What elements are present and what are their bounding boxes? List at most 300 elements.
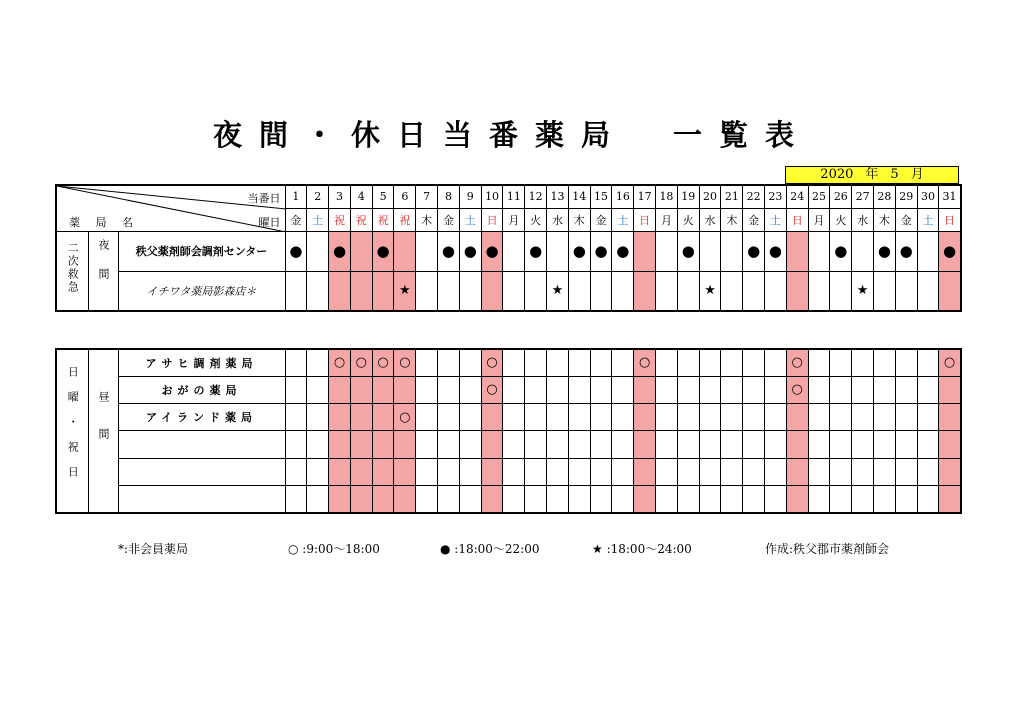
duty-cell xyxy=(830,431,852,458)
duty-cell xyxy=(350,458,372,485)
month-unit: 月 xyxy=(910,167,924,182)
duty-cell xyxy=(830,271,852,311)
duty-cell xyxy=(307,485,329,512)
duty-cell xyxy=(808,485,830,512)
holiday-group-text: 日曜・祝日 xyxy=(66,365,80,491)
day-number-cell: 4 xyxy=(350,185,372,208)
weekday-cell: 土 xyxy=(459,208,481,231)
weekday-cell: 祝 xyxy=(394,208,416,231)
duty-cell xyxy=(612,349,634,376)
duty-cell xyxy=(525,271,547,311)
weekday-cell: 金 xyxy=(743,208,765,231)
pharmacy-name: アイランド薬局 xyxy=(118,404,285,431)
duty-cell xyxy=(285,485,307,512)
weekday-cell: 日 xyxy=(939,208,961,231)
day-number-cell: 21 xyxy=(721,185,743,208)
duty-cell xyxy=(547,231,569,271)
duty-cell xyxy=(634,431,656,458)
night-group-text: 二次救急 xyxy=(66,242,80,295)
day-number-cell: 22 xyxy=(743,185,765,208)
weekday-cell: 祝 xyxy=(372,208,394,231)
duty-cell xyxy=(656,349,678,376)
duty-cell xyxy=(634,458,656,485)
duty-cell xyxy=(612,404,634,431)
duty-cell xyxy=(612,485,634,512)
weekday-cell: 木 xyxy=(721,208,743,231)
duty-cell: ● xyxy=(438,231,460,271)
duty-cell xyxy=(786,271,808,311)
duty-cell xyxy=(307,431,329,458)
duty-cell xyxy=(917,431,939,458)
day-number-cell: 7 xyxy=(416,185,438,208)
pharmacy-name xyxy=(118,485,285,512)
pharmacy-name-label: 薬 局 名 xyxy=(69,216,139,229)
day-number-cell: 8 xyxy=(438,185,460,208)
duty-cell xyxy=(677,485,699,512)
duty-cell xyxy=(590,349,612,376)
weekday-cell: 金 xyxy=(590,208,612,231)
duty-cell xyxy=(743,376,765,403)
day-number-cell: 25 xyxy=(808,185,830,208)
duty-cell xyxy=(808,271,830,311)
day-number-cell: 24 xyxy=(786,185,808,208)
duty-cell xyxy=(372,404,394,431)
duty-cell xyxy=(590,376,612,403)
duty-cell xyxy=(765,431,787,458)
duty-cell xyxy=(568,271,590,311)
duty-cell xyxy=(459,349,481,376)
duty-cell: ● xyxy=(481,231,503,271)
duty-cell xyxy=(547,458,569,485)
weekday-cell: 土 xyxy=(612,208,634,231)
duty-cell xyxy=(917,404,939,431)
duty-cell: ○ xyxy=(350,349,372,376)
duty-cell: ● xyxy=(285,231,307,271)
duty-cell xyxy=(743,485,765,512)
duty-cell xyxy=(568,431,590,458)
year-value: 2020 xyxy=(820,167,854,182)
duty-cell xyxy=(459,271,481,311)
duty-cell: ○ xyxy=(939,349,961,376)
duty-cell: ○ xyxy=(634,349,656,376)
duty-cell xyxy=(307,376,329,403)
duty-cell xyxy=(808,431,830,458)
duty-cell xyxy=(438,404,460,431)
day-number-cell: 29 xyxy=(895,185,917,208)
duty-cell xyxy=(590,458,612,485)
day-number-cell: 19 xyxy=(677,185,699,208)
duty-cell xyxy=(699,376,721,403)
day-number-cell: 6 xyxy=(394,185,416,208)
weekday-cell: 月 xyxy=(808,208,830,231)
duty-cell: ○ xyxy=(394,404,416,431)
duty-cell xyxy=(350,231,372,271)
duty-day-label: 当番日 xyxy=(247,192,281,205)
duty-cell xyxy=(503,376,525,403)
duty-cell xyxy=(765,485,787,512)
duty-cell xyxy=(416,271,438,311)
duty-cell xyxy=(939,458,961,485)
duty-cell xyxy=(895,431,917,458)
day-number-cell: 20 xyxy=(699,185,721,208)
day-number-cell: 10 xyxy=(481,185,503,208)
page-title: 夜間・休日当番薬局 一覧表 xyxy=(212,118,811,152)
duty-cell xyxy=(743,431,765,458)
duty-cell xyxy=(656,458,678,485)
day-number-cell: 31 xyxy=(939,185,961,208)
duty-cell: ○ xyxy=(372,349,394,376)
duty-cell xyxy=(721,349,743,376)
duty-cell xyxy=(786,485,808,512)
day-number-cell: 3 xyxy=(329,185,351,208)
duty-cell xyxy=(590,271,612,311)
duty-cell: ● xyxy=(677,231,699,271)
night-duty-table xyxy=(55,184,962,312)
duty-cell: ○ xyxy=(394,349,416,376)
duty-cell xyxy=(590,431,612,458)
duty-cell xyxy=(503,404,525,431)
duty-cell: ○ xyxy=(786,376,808,403)
duty-cell xyxy=(481,404,503,431)
duty-cell xyxy=(852,349,874,376)
duty-cell xyxy=(438,431,460,458)
weekday-cell: 土 xyxy=(765,208,787,231)
duty-cell xyxy=(830,404,852,431)
duty-cell xyxy=(895,458,917,485)
duty-cell xyxy=(307,458,329,485)
duty-cell xyxy=(329,431,351,458)
duty-cell xyxy=(939,376,961,403)
duty-cell xyxy=(939,485,961,512)
duty-cell: ★ xyxy=(699,271,721,311)
duty-cell xyxy=(786,404,808,431)
weekday-cell: 水 xyxy=(699,208,721,231)
night-period-label xyxy=(88,231,118,311)
duty-cell xyxy=(808,458,830,485)
duty-cell xyxy=(481,431,503,458)
pharmacy-name: アサヒ調剤薬局 xyxy=(118,349,285,376)
duty-cell xyxy=(547,485,569,512)
weekday-cell: 土 xyxy=(307,208,329,231)
day-number-cell: 13 xyxy=(547,185,569,208)
duty-cell xyxy=(699,431,721,458)
day-number-cell: 15 xyxy=(590,185,612,208)
duty-cell xyxy=(525,458,547,485)
duty-cell xyxy=(852,404,874,431)
duty-cell: ● xyxy=(830,231,852,271)
duty-cell xyxy=(656,231,678,271)
legend-author: 作成:秩父郡市薬剤師会 xyxy=(765,542,890,556)
duty-cell xyxy=(743,349,765,376)
duty-cell xyxy=(285,376,307,403)
duty-cell xyxy=(372,485,394,512)
duty-cell xyxy=(917,485,939,512)
pharmacy-name: イチワタ薬局影森店＊ xyxy=(118,271,285,311)
weekday-cell: 火 xyxy=(830,208,852,231)
legend-star: ★ :18:00～24:00 xyxy=(592,542,692,556)
duty-cell: ● xyxy=(525,231,547,271)
duty-cell xyxy=(765,376,787,403)
duty-cell xyxy=(329,376,351,403)
holiday-duty-table xyxy=(55,348,962,514)
duty-cell xyxy=(656,271,678,311)
duty-cell xyxy=(743,458,765,485)
duty-cell xyxy=(438,271,460,311)
duty-cell xyxy=(394,376,416,403)
weekday-cell: 日 xyxy=(786,208,808,231)
duty-cell xyxy=(656,404,678,431)
day-number-cell: 2 xyxy=(307,185,329,208)
weekday-cell: 水 xyxy=(852,208,874,231)
day-number-cell: 23 xyxy=(765,185,787,208)
duty-cell xyxy=(329,458,351,485)
duty-cell xyxy=(721,485,743,512)
duty-cell xyxy=(459,431,481,458)
duty-cell xyxy=(852,485,874,512)
duty-cell xyxy=(634,376,656,403)
duty-cell xyxy=(307,349,329,376)
duty-cell xyxy=(699,485,721,512)
duty-cell: ★ xyxy=(547,271,569,311)
duty-cell xyxy=(895,349,917,376)
duty-cell xyxy=(765,458,787,485)
weekday-cell: 火 xyxy=(525,208,547,231)
duty-cell: ● xyxy=(590,231,612,271)
duty-cell xyxy=(721,231,743,271)
duty-cell: ● xyxy=(459,231,481,271)
duty-cell xyxy=(895,376,917,403)
duty-cell xyxy=(830,458,852,485)
duty-cell xyxy=(743,404,765,431)
weekday-cell: 月 xyxy=(656,208,678,231)
duty-cell xyxy=(895,271,917,311)
duty-cell xyxy=(677,458,699,485)
day-number-cell: 17 xyxy=(634,185,656,208)
day-number-cell: 26 xyxy=(830,185,852,208)
duty-cell xyxy=(874,349,896,376)
duty-cell xyxy=(895,404,917,431)
duty-cell xyxy=(568,376,590,403)
duty-cell xyxy=(634,404,656,431)
duty-cell xyxy=(525,431,547,458)
duty-cell xyxy=(547,431,569,458)
duty-cell xyxy=(350,431,372,458)
duty-cell xyxy=(830,485,852,512)
duty-cell xyxy=(481,485,503,512)
duty-cell: ○ xyxy=(481,349,503,376)
duty-cell xyxy=(503,458,525,485)
day-number-cell: 12 xyxy=(525,185,547,208)
duty-cell xyxy=(394,485,416,512)
duty-cell xyxy=(939,271,961,311)
duty-cell xyxy=(874,431,896,458)
duty-cell xyxy=(285,271,307,311)
day-number-cell: 28 xyxy=(874,185,896,208)
weekday-cell: 木 xyxy=(568,208,590,231)
duty-cell xyxy=(525,376,547,403)
duty-cell xyxy=(808,349,830,376)
duty-cell xyxy=(917,458,939,485)
night-group-label xyxy=(56,231,88,311)
duty-cell xyxy=(721,376,743,403)
duty-cell xyxy=(481,271,503,311)
duty-cell xyxy=(372,376,394,403)
duty-cell: ● xyxy=(329,231,351,271)
month-value: 5 xyxy=(890,167,899,182)
holiday-period-label xyxy=(88,349,118,513)
duty-cell xyxy=(416,458,438,485)
duty-cell xyxy=(874,376,896,403)
duty-cell xyxy=(438,458,460,485)
duty-cell xyxy=(699,404,721,431)
pharmacy-name xyxy=(118,431,285,458)
duty-cell xyxy=(394,431,416,458)
duty-cell xyxy=(852,458,874,485)
duty-cell xyxy=(568,458,590,485)
year-month-box xyxy=(785,166,959,184)
duty-cell xyxy=(459,376,481,403)
duty-cell xyxy=(350,485,372,512)
duty-cell xyxy=(590,404,612,431)
day-number-cell: 14 xyxy=(568,185,590,208)
year-unit: 年 xyxy=(865,167,879,182)
duty-cell xyxy=(656,376,678,403)
duty-cell xyxy=(786,231,808,271)
duty-cell xyxy=(525,485,547,512)
duty-cell xyxy=(285,349,307,376)
legend-circle: ○ :9:00～18:00 xyxy=(288,542,380,556)
duty-cell xyxy=(481,458,503,485)
weekday-cell: 金 xyxy=(895,208,917,231)
weekday-cell: 木 xyxy=(874,208,896,231)
duty-cell xyxy=(721,404,743,431)
duty-cell xyxy=(394,231,416,271)
pharmacy-name: おがの薬局 xyxy=(118,376,285,403)
duty-cell xyxy=(874,404,896,431)
duty-cell xyxy=(656,431,678,458)
duty-cell xyxy=(285,404,307,431)
duty-cell xyxy=(634,485,656,512)
duty-cell xyxy=(503,349,525,376)
duty-cell xyxy=(786,458,808,485)
night-period-text: 夜間 xyxy=(97,239,110,298)
duty-cell xyxy=(939,431,961,458)
holiday-group-label xyxy=(56,349,88,513)
duty-cell xyxy=(699,231,721,271)
duty-cell: ● xyxy=(765,231,787,271)
duty-cell xyxy=(917,376,939,403)
duty-cell xyxy=(416,231,438,271)
duty-cell xyxy=(416,376,438,403)
duty-cell xyxy=(547,349,569,376)
duty-cell xyxy=(503,231,525,271)
duty-cell xyxy=(917,231,939,271)
duty-cell xyxy=(895,485,917,512)
duty-cell: ★ xyxy=(394,271,416,311)
duty-cell xyxy=(568,485,590,512)
weekday-cell: 月 xyxy=(503,208,525,231)
duty-cell xyxy=(852,231,874,271)
weekday-cell: 祝 xyxy=(350,208,372,231)
duty-cell xyxy=(307,231,329,271)
duty-cell xyxy=(285,458,307,485)
duty-cell xyxy=(765,349,787,376)
duty-cell xyxy=(743,271,765,311)
duty-cell xyxy=(874,458,896,485)
duty-cell: ● xyxy=(895,231,917,271)
duty-cell xyxy=(699,458,721,485)
weekday-cell: 日 xyxy=(481,208,503,231)
duty-cell xyxy=(634,231,656,271)
duty-cell xyxy=(416,485,438,512)
day-number-cell: 18 xyxy=(656,185,678,208)
duty-cell xyxy=(656,485,678,512)
duty-cell: ● xyxy=(612,231,634,271)
duty-cell xyxy=(525,404,547,431)
duty-cell xyxy=(677,271,699,311)
day-number-cell: 30 xyxy=(917,185,939,208)
weekday-cell: 火 xyxy=(677,208,699,231)
duty-cell xyxy=(808,404,830,431)
duty-cell xyxy=(372,271,394,311)
duty-cell xyxy=(852,376,874,403)
weekday-cell: 土 xyxy=(917,208,939,231)
duty-cell xyxy=(350,376,372,403)
duty-cell xyxy=(917,271,939,311)
duty-cell xyxy=(394,458,416,485)
pharmacy-name xyxy=(118,458,285,485)
duty-cell xyxy=(830,376,852,403)
duty-cell xyxy=(699,349,721,376)
duty-cell xyxy=(459,458,481,485)
duty-cell xyxy=(285,431,307,458)
duty-cell xyxy=(765,271,787,311)
duty-cell xyxy=(612,271,634,311)
duty-cell xyxy=(416,431,438,458)
duty-cell xyxy=(612,376,634,403)
weekday-cell: 金 xyxy=(285,208,307,231)
duty-cell xyxy=(721,431,743,458)
weekday-cell: 祝 xyxy=(329,208,351,231)
duty-cell xyxy=(438,376,460,403)
duty-cell xyxy=(634,271,656,311)
header-label-cell xyxy=(56,185,285,231)
weekday-cell: 金 xyxy=(438,208,460,231)
duty-cell xyxy=(677,349,699,376)
day-number-cell: 27 xyxy=(852,185,874,208)
duty-cell xyxy=(677,404,699,431)
duty-cell xyxy=(590,485,612,512)
weekday-cell: 水 xyxy=(547,208,569,231)
duty-cell xyxy=(721,271,743,311)
duty-cell xyxy=(329,271,351,311)
duty-cell xyxy=(786,431,808,458)
duty-cell: ● xyxy=(874,231,896,271)
duty-cell xyxy=(765,404,787,431)
duty-cell xyxy=(372,431,394,458)
duty-cell xyxy=(917,349,939,376)
duty-cell xyxy=(547,376,569,403)
duty-cell xyxy=(721,458,743,485)
legend-non-member: *:非会員薬局 xyxy=(118,542,189,556)
duty-cell xyxy=(459,485,481,512)
day-number-cell: 9 xyxy=(459,185,481,208)
duty-cell xyxy=(939,404,961,431)
duty-cell xyxy=(677,431,699,458)
duty-cell xyxy=(808,376,830,403)
duty-cell xyxy=(612,458,634,485)
day-number-cell: 16 xyxy=(612,185,634,208)
